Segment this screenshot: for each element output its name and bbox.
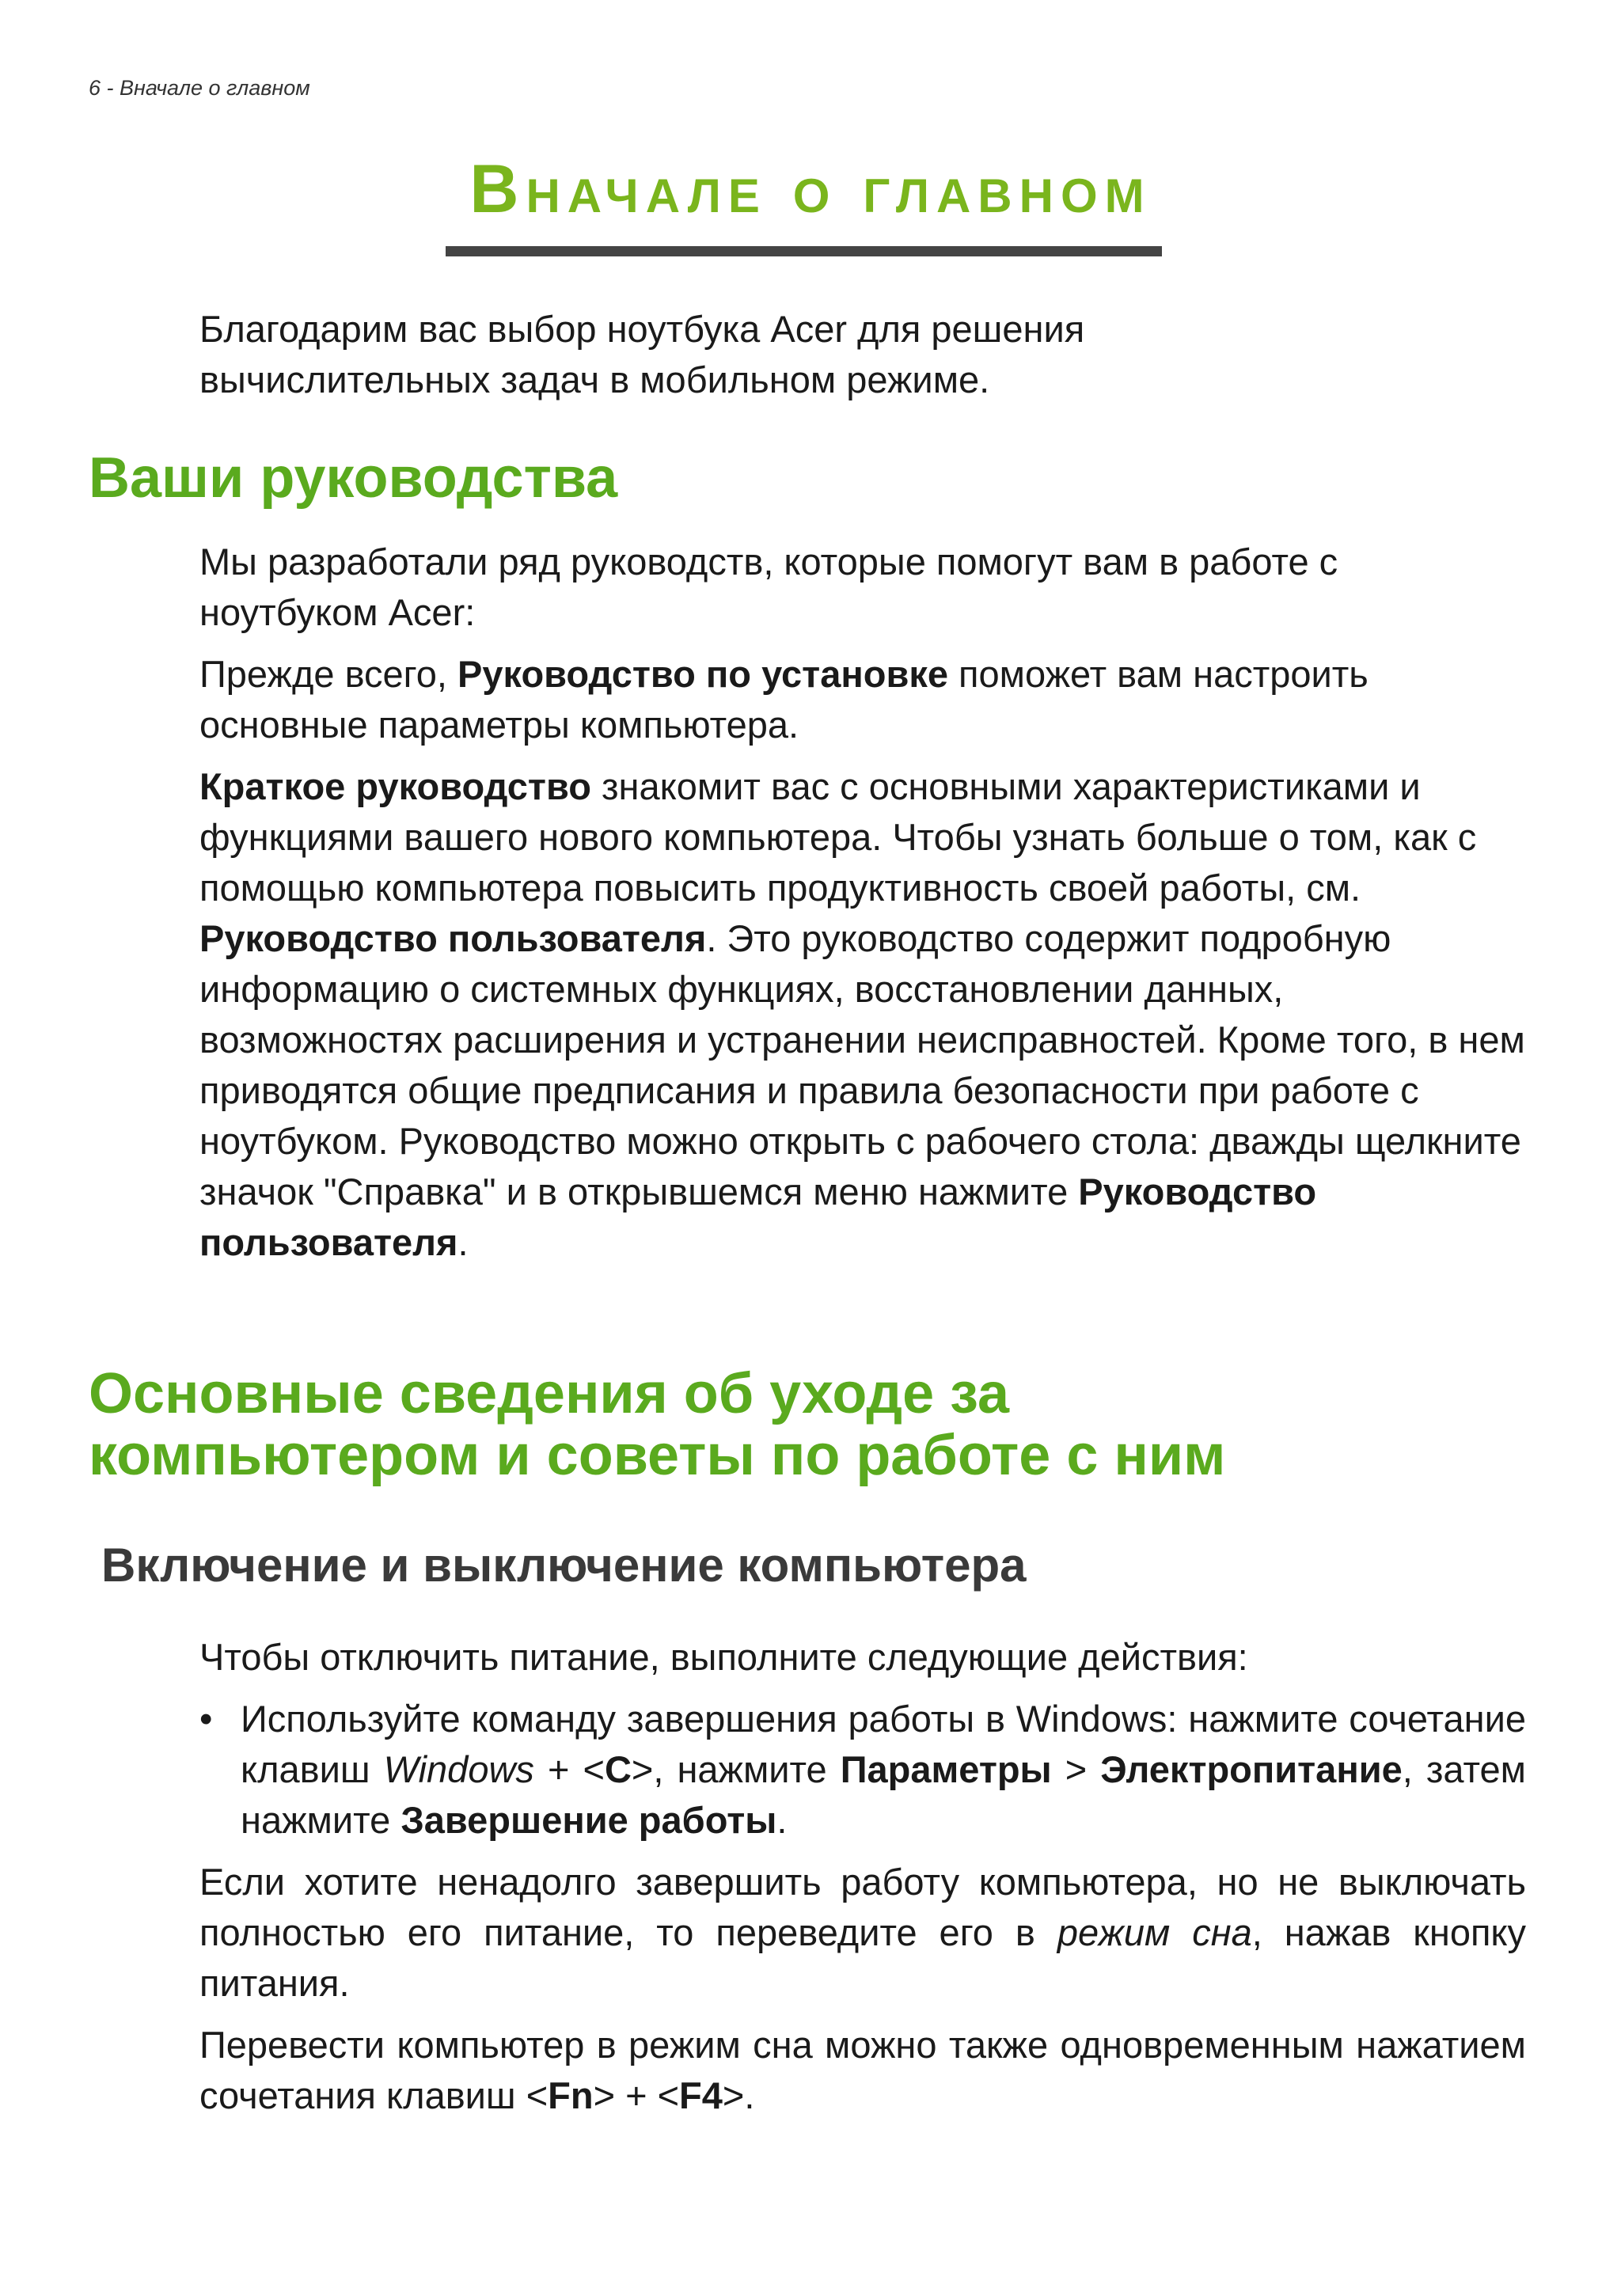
subsection-heading-power: Включение и выключение компьютера: [101, 1539, 1027, 1592]
power-block: [199, 1632, 1526, 2132]
text-run: Используйте команду завершения работы в Windows: нажмите сочетание клавиш: [241, 1698, 1526, 1790]
text-run: Прежде всего,: [199, 653, 458, 695]
guides-paragraph-1: Мы разработали ряд руководств, которые помогут вам в работе с ноутбуком Acer:: [199, 541, 1338, 633]
text-run: знакомит вас с основными характеристиками и функциями вашего нового компьютера. Чтобы узнать больше о том, как с помощью компьютера повысить продуктивность своей работы, см.: [199, 765, 1477, 909]
user-guide-name: Руководство пользователя: [199, 917, 707, 959]
running-head: 6 - Вначале о главном: [89, 76, 310, 100]
key-c: C: [604, 1748, 632, 1790]
heading-line: компьютером и советы по работе с ним: [89, 1424, 1226, 1487]
menu-shutdown: Завершение работы: [401, 1799, 777, 1841]
text-run: . Это руководство содержит подробную информацию о системных функциях, восстановлении данных, возможностях расширения и устранении неисправностей. Кроме того, в нем приводятся общие предписания и правила безопасности при работе с ноутбуком. Руководство можно открыть с рабочего стола: дважды щелкните значок "Справка" и в открывшемся меню нажмите: [199, 917, 1525, 1213]
text-run: >, нажмите: [631, 1748, 841, 1790]
power-paragraph-2: [199, 1857, 1526, 2009]
text-run: , нажав кнопку питания.: [199, 1911, 1527, 2004]
sleep-mode-term: режим сна: [1057, 1911, 1252, 1953]
menu-power: Электропитание: [1100, 1748, 1403, 1790]
text-run: поможет вам настроить основные параметры компьютера.: [199, 653, 1369, 746]
quick-guide-name: Краткое руководство: [199, 765, 591, 807]
text-run: Если хотите ненадолго завершить работу компьютера, но не выключать полностью его питание, то переведите его в: [199, 1861, 1526, 1953]
text-run: >: [1051, 1748, 1101, 1790]
section-heading-guides: Ваши руководства: [89, 446, 618, 510]
text-run: > + <: [593, 2074, 680, 2116]
heading-line: Основные сведения об уходе за: [89, 1362, 1010, 1425]
menu-settings: Параметры: [840, 1748, 1052, 1790]
guides-paragraph-2: [199, 649, 1526, 750]
key-fn: Fn: [548, 2074, 594, 2116]
power-paragraph-3: [199, 2020, 1526, 2121]
text-run: Перевести компьютер в режим сна можно также одновременным нажатием сочетания клавиш <: [199, 2024, 1526, 2116]
user-guide-name: Руководство пользователя: [199, 1171, 1317, 1263]
text-run: .: [457, 1221, 469, 1263]
key-windows: Windows: [383, 1748, 534, 1790]
text-run: .: [776, 1799, 788, 1841]
intro-paragraph: Благодарим вас выбор ноутбука Acer для решения вычислительных задач в мобильном режиме.: [199, 308, 1085, 400]
key-f4: F4: [679, 2074, 723, 2116]
section-heading-care: [89, 1363, 1225, 1486]
setup-guide-name: Руководство по установке: [457, 653, 948, 695]
bullet-marker: •: [199, 1698, 213, 1740]
guides-block: [199, 537, 1526, 1279]
intro-block: [199, 304, 1308, 416]
chapter-title-rule: [446, 246, 1162, 256]
bullet-text: [241, 1694, 1526, 1846]
guides-paragraph-3: [199, 761, 1526, 1268]
list-item: [199, 1694, 1526, 1846]
text-run: , затем нажмите: [241, 1748, 1526, 1841]
text-run: >.: [722, 2074, 755, 2116]
text-run: + <: [533, 1748, 605, 1790]
power-paragraph-1: Чтобы отключить питание, выполните следующие действия:: [199, 1636, 1248, 1678]
chapter-title: Вначале о главном: [469, 151, 1152, 227]
